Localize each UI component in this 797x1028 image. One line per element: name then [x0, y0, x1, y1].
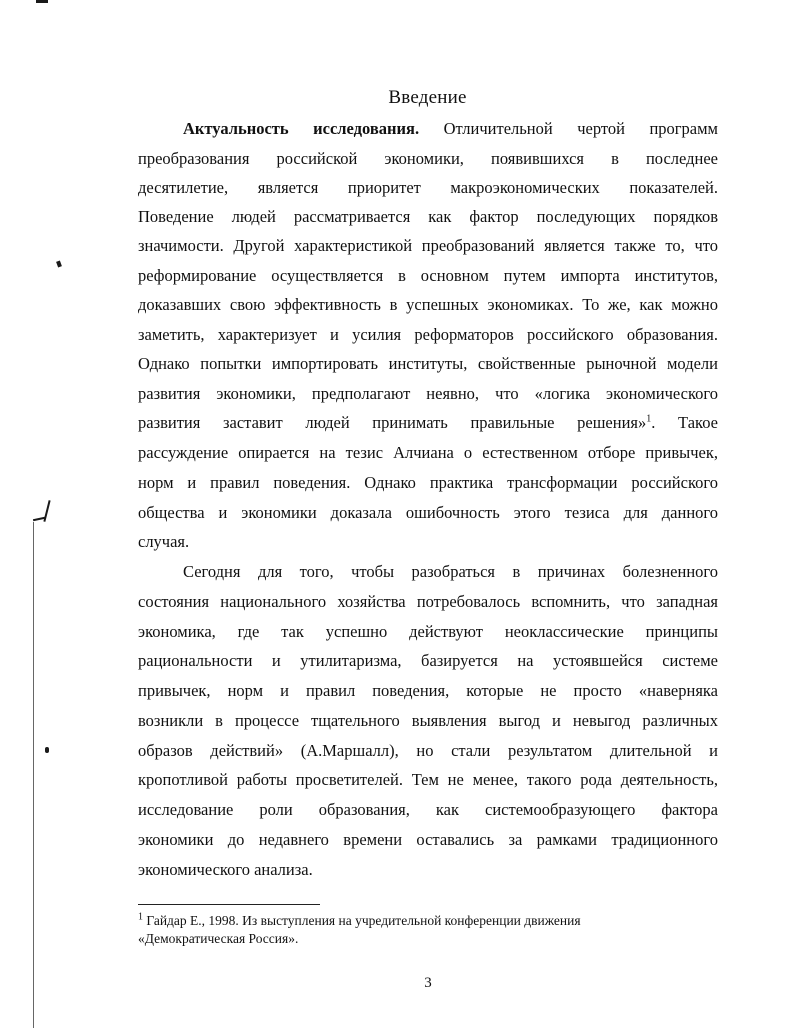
scan-artifact: [56, 260, 62, 267]
footnote-separator: [138, 904, 320, 905]
scan-artifact: [33, 522, 34, 1028]
paragraph-line: [183, 119, 718, 139]
paragraph-line: кропотливой работы просветителей. Тем не менее, такого рода деятельность,: [138, 770, 718, 789]
paragraph-line: [138, 413, 718, 433]
paragraph-line: исследование роли образования, как системообразующего фактора: [138, 800, 718, 819]
footnote-number: 1: [138, 911, 143, 923]
footnote-reference: 1: [646, 413, 652, 425]
paragraph-line: экономика, где так успешно действуют неоклассические принципы: [138, 622, 718, 641]
footnote-line: [138, 913, 581, 929]
text-span: Гайдар Е., 1998. Из выступления на учредительной конференции движения: [143, 913, 581, 928]
page-title: Введение: [388, 87, 467, 108]
scan-artifact: [36, 0, 48, 3]
paragraph-line: экономического анализа.: [138, 860, 313, 879]
paragraph-line: рациональности и утилитаризма, базируется на устоявшейся системе: [138, 651, 718, 670]
paragraph-line: привычек, норм и правил поведения, которые не просто «наверняка: [138, 681, 718, 700]
paragraph-line: доказавших свою эффективность в успешных экономиках. То же, как можно: [138, 295, 718, 314]
paragraph-line: преобразования российской экономики, появившихся в последнее: [138, 149, 718, 168]
paragraph-line: заметить, характеризует и усилия реформаторов российского образования.: [138, 325, 718, 344]
scan-artifact: [43, 500, 50, 522]
paragraph-line: развития экономики, предполагают неявно, что «логика экономического: [138, 384, 718, 403]
paragraph-line: общества и экономики доказала ошибочность этого тезиса для данного: [138, 503, 718, 522]
paragraph-line: норм и правил поведения. Однако практика трансформации российского: [138, 473, 718, 492]
paragraph-line: рассуждение опирается на тезис Алчиана о естественном отборе привычек,: [138, 443, 718, 462]
footnote-line: «Демократическая Россия».: [138, 931, 299, 946]
text-span: развития заставит людей принимать правильные решения»: [138, 413, 647, 432]
paragraph-line: реформирование осуществляется в основном путем импорта институтов,: [138, 266, 718, 285]
scan-artifact: [45, 747, 49, 753]
paragraph-line: случая.: [138, 532, 190, 551]
text-span: Отличительной чертой программ: [443, 119, 719, 138]
paragraph-line: десятилетие, является приоритет макроэкономических показателей.: [138, 178, 718, 197]
paragraph-line: экономики до недавнего времени оставались за рамками традиционного: [138, 830, 718, 849]
section-heading: Актуальность исследования.: [183, 119, 420, 138]
paragraph-line: Поведение людей рассматривается как фактор последующих порядков: [138, 207, 718, 226]
paragraph-line: образов действий» (А.Маршалл), но стали результатом длительной и: [138, 741, 718, 760]
paragraph-line: Однако попытки импортировать институты, свойственные рыночной модели: [138, 354, 718, 373]
paragraph-line: Сегодня для того, чтобы разобраться в причинах болезненного: [183, 562, 718, 581]
paragraph-line: возникли в процессе тщательного выявления выгод и невыгод различных: [138, 711, 718, 730]
paragraph-line: значимости. Другой характеристикой преобразований является также то, что: [138, 236, 718, 255]
paragraph-line: состояния национального хозяйства потребовалось вспомнить, что западная: [138, 592, 718, 611]
text-span: . Такое: [651, 413, 718, 432]
page-number: 3: [424, 975, 432, 991]
